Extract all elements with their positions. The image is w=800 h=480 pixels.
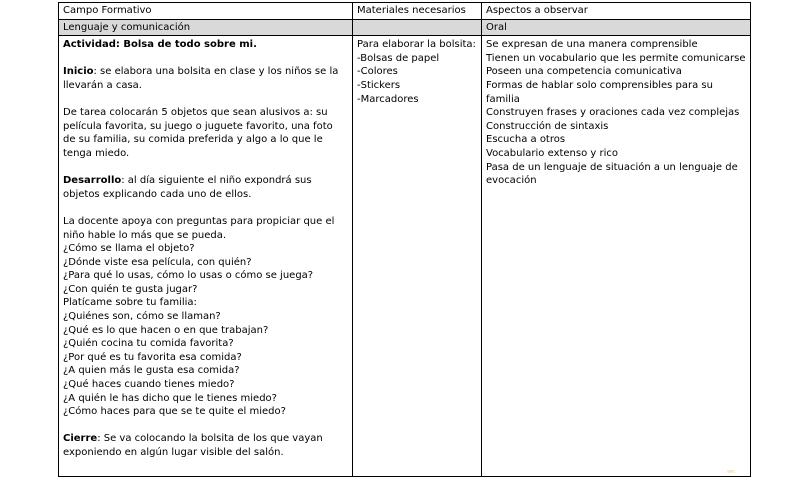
aspects-cell <box>482 36 751 477</box>
docente-paragraph: La docente apoya con preguntas para propiciar que el niño hable lo más que se pueda. <box>63 215 335 241</box>
question-line: ¿Qué es lo que hacen o en que trabajan? <box>63 324 269 336</box>
aspect-item: Poseen una competencia comunicativa <box>486 66 682 78</box>
aspect-item: Pasa de un lenguaje de situación a un lenguaje de evocación <box>486 161 738 187</box>
material-item: -Colores <box>357 66 398 78</box>
header-row <box>59 3 751 20</box>
question-line: ¿Por qué es tu favorita esa comida? <box>63 351 242 363</box>
material-item: -Stickers <box>357 79 401 91</box>
subheader-empty <box>353 19 482 36</box>
content-row <box>59 36 751 477</box>
header-aspectos: Aspectos a observar <box>482 3 751 20</box>
header-campo-formativo: Campo Formativo <box>59 3 353 20</box>
aspect-item: Formas de hablar solo comprensibles para su familia <box>486 79 713 105</box>
question-line: ¿Quién cocina tu comida favorita? <box>63 338 234 350</box>
aspect-item: Escucha a otros <box>486 134 566 146</box>
aspect-item: Vocabulario extenso y rico <box>486 147 619 159</box>
cierre-paragraph: Cierre: Se va colocando la bolsita de los que vayan exponiendo en algún lugar visible del salón. <box>63 433 323 458</box>
corner-mark: ᵃᴮᶜ <box>727 469 736 477</box>
activity-cell <box>59 36 353 477</box>
planning-table <box>58 2 751 477</box>
question-line: ¿Con quién te gusta jugar? <box>63 283 198 295</box>
material-item: Para elaborar la bolsita: <box>357 39 476 51</box>
question-line: Platícame sobre tu familia: <box>63 297 197 309</box>
question-line: ¿A quien más le gusta esa comida? <box>63 365 240 377</box>
question-line: ¿A quién le has dicho que le tienes miedo? <box>63 392 277 404</box>
subheader-row <box>59 19 751 36</box>
question-line: ¿Cómo haces para que se te quite el miedo? <box>63 406 286 418</box>
subheader-lenguaje: Lenguaje y comunicación <box>59 19 353 36</box>
question-line: ¿Qué haces cuando tienes miedo? <box>63 379 235 391</box>
question-line: ¿Quiénes son, cómo se llaman? <box>63 311 221 323</box>
aspect-item: Construyen frases y oraciones cada vez complejas <box>486 107 740 119</box>
desarrollo-paragraph: Desarrollo: al día siguiente el niño expondrá sus objetos explicando cada uno de ellos. <box>63 175 312 200</box>
header-materiales: Materiales necesarios <box>353 3 482 20</box>
tarea-paragraph: De tarea colocarán 5 objetos que sean alusivos a: su película favorita, su juego o juguete favorito, una foto de su familia, su comida preferida y algo a lo que le tenga miedo. <box>63 107 333 159</box>
subheader-oral: Oral <box>482 19 751 36</box>
inicio-paragraph: Inicio: se elabora una bolsita en clase y los niños se la llevarán a casa. <box>63 66 339 91</box>
questions-list <box>63 242 348 419</box>
materials-cell <box>353 36 482 477</box>
question-line: ¿Para qué lo usas, cómo lo usas o cómo se juega? <box>63 270 314 282</box>
aspect-item: Tienen un vocabulario que les permite comunicarse <box>486 52 746 64</box>
material-item: -Marcadores <box>357 93 419 105</box>
aspect-item: Se expresan de una manera comprensible <box>486 39 698 51</box>
material-item: -Bolsas de papel <box>357 52 440 64</box>
aspect-item: Construcción de sintaxis <box>486 120 609 132</box>
activity-title: Actividad: Bolsa de todo sobre mi. <box>63 39 257 51</box>
question-line: ¿Dónde viste esa película, con quién? <box>63 256 252 268</box>
question-line: ¿Cómo se llama el objeto? <box>63 243 195 255</box>
